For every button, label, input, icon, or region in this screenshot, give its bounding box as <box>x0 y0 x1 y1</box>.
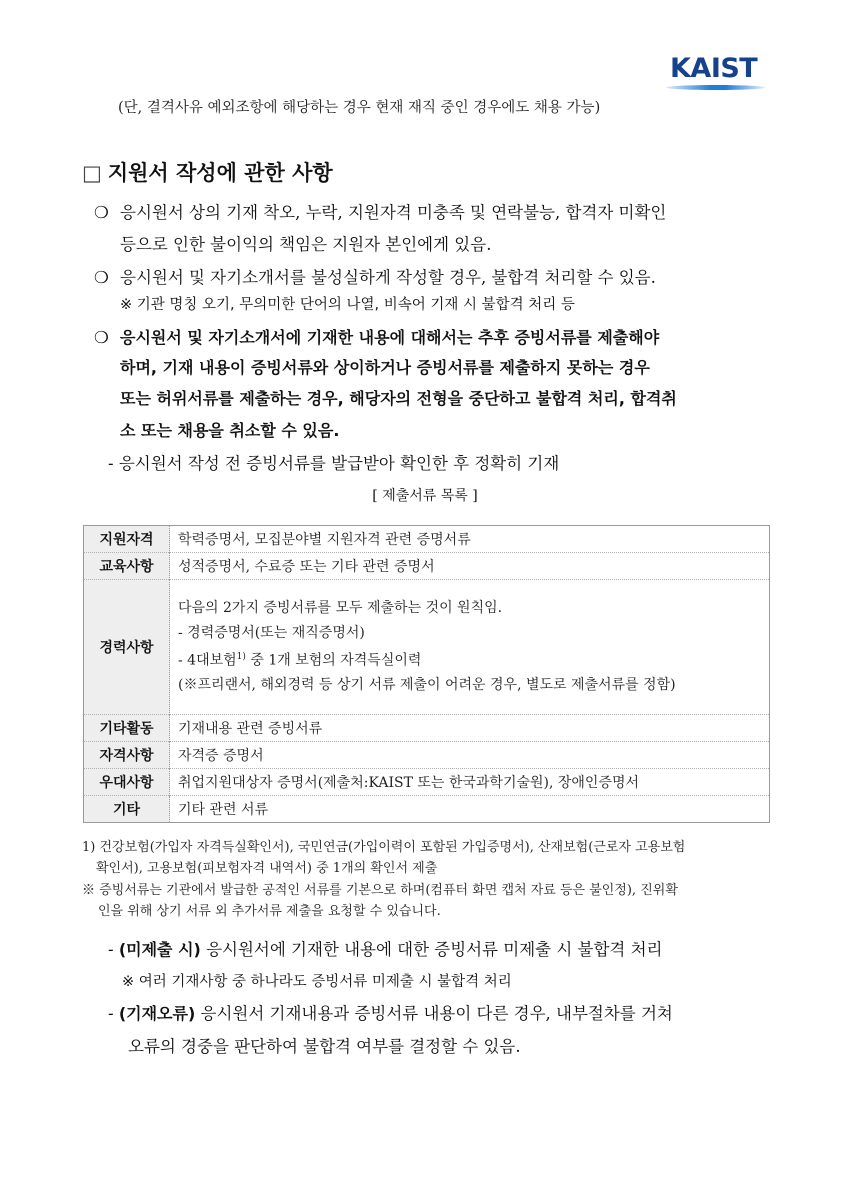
table-caption: [ 제출서류 목록 ] <box>372 488 478 504</box>
row-value: 기타 관련 서류 <box>170 796 770 823</box>
rule-missing-note: ※ 여러 기재사항 중 하나라도 증빙서류 미제출 시 불합격 처리 <box>122 974 512 990</box>
row-header: 교육사항 <box>84 553 170 580</box>
table-row <box>84 769 770 796</box>
row-header: 기타 <box>84 796 170 823</box>
rule-label: (미제출 시) <box>118 940 201 959</box>
row-value: 학력증명서, 모집분야별 지원자격 관련 증명서류 <box>178 532 471 548</box>
row-value: 성적증명서, 수료증 또는 기타 관련 증명서 <box>170 553 770 580</box>
bullet-3-dash: - 응시원서 작성 전 증빙서류를 발급받아 확인한 후 정확히 기재 <box>108 454 560 473</box>
bullet-3-line-4: 소 또는 채용을 취소할 수 있음. <box>120 421 340 440</box>
bullet-3-line-2: 하며, 기재 내용이 증빙서류와 상이하거나 증빙서류를 제출하지 못하는 경우 <box>120 358 650 377</box>
logo-swoosh-icon <box>666 85 766 90</box>
rule-entry-error-line-2: 오류의 경중을 판단하여 불합격 여부를 결정할 수 있음. <box>128 1037 521 1056</box>
row-value: 취업지원대상자 증명서(제출처:KAIST 또는 한국과학기술원), 장애인증명서 <box>170 769 770 796</box>
table-row <box>84 553 770 580</box>
bullet-3 <box>94 325 659 348</box>
footnote-note-line-2: 인을 위해 상기 서류 외 추가서류 제출을 요청할 수 있습니다. <box>98 904 441 919</box>
career-line-2: - 경력증명서(또는 재직증명서) <box>178 624 365 641</box>
logo-text: KAIST <box>670 53 758 84</box>
bullet-2 <box>94 264 656 288</box>
section-title <box>82 157 333 187</box>
bullet-1-line-2: 등으로 인한 불이익의 책임은 지원자 본인에게 있음. <box>120 235 492 254</box>
row-value <box>170 580 770 715</box>
row-header: 지원자격 <box>84 526 170 553</box>
table-row <box>84 796 770 823</box>
table-row <box>84 580 770 715</box>
row-value: 자격증 증명서 <box>170 742 770 769</box>
bullet-1-line-1: 응시원서 상의 기재 착오, 누락, 지원자격 미충족 및 연락불능, 합격자 미확인 <box>120 203 667 222</box>
footnote-1-line-1: 1) 건강보험(가입자 자격득실확인서), 국민연금(가입이력이 포함된 가입증명서), 산재보험(근로자 고용보험 <box>82 840 686 855</box>
checkbox-square-icon: □ <box>82 161 102 185</box>
rule-entry-error: - (기재오류) 응시원서 기재내용과 증빙서류 내용이 다른 경우, 내부절차를 거쳐 <box>108 1004 673 1023</box>
circle-bullet-icon: ❍ <box>94 203 109 222</box>
footnote-1-line-2: 확인서), 고용보험(피보험자격 내역서) 중 1개의 확인서 제출 <box>96 861 438 876</box>
career-line-4: (※프리랜서, 해외경력 등 상기 서류 제출이 어려운 경우, 별도로 제출서류를 정함) <box>178 677 676 694</box>
career-line-1: 다음의 2가지 증빙서류를 모두 제출하는 것이 원칙임. <box>178 600 503 617</box>
submission-documents-table <box>83 525 770 823</box>
circle-bullet-icon: ❍ <box>94 268 109 287</box>
table-row <box>84 715 770 742</box>
bullet-1 <box>94 199 666 223</box>
career-line-3: - 4대보험$^{1)}$ 중 1개 보험의 자격득실이력 <box>178 652 422 669</box>
rule-missing-submission: - (미제출 시) 응시원서에 기재한 내용에 대한 증빙서류 미제출 시 불합격 처리 <box>108 940 663 959</box>
row-header: 경력사항 <box>84 580 170 715</box>
footnote-ref: 1) <box>236 652 246 663</box>
row-header: 우대사항 <box>84 769 170 796</box>
circle-bullet-icon: ❍ <box>94 328 109 347</box>
table-row <box>84 742 770 769</box>
footnote-note-line-1: ※ 증빙서류는 기관에서 발급한 공적인 서류를 기본으로 하며(컴퓨터 화면 캡처 자료 등은 불인정), 진위확 <box>82 883 678 898</box>
kaist-logo <box>666 54 766 90</box>
bullet-3-line-1: 응시원서 및 자기소개서에 기재한 내용에 대해서는 추후 증빙서류를 제출해야 <box>120 328 660 347</box>
bullet-2-note: ※ 기관 명칭 오기, 무의미한 단어의 나열, 비속어 기재 시 불합격 처리 등 <box>120 297 575 313</box>
row-header: 기타활동 <box>84 715 170 742</box>
row-header: 자격사항 <box>84 742 170 769</box>
row-value: 기재내용 관련 증빙서류 <box>170 715 770 742</box>
top-note: (단, 결격사유 예외조항에 해당하는 경우 현재 재직 중인 경우에도 채용 가능) <box>118 100 601 116</box>
rule-label: (기재오류) <box>118 1004 196 1023</box>
section-title-text: 지원서 작성에 관한 사항 <box>107 161 333 185</box>
bullet-2-line-1: 응시원서 및 자기소개서를 불성실하게 작성할 경우, 불합격 처리할 수 있음. <box>120 268 656 287</box>
bullet-3-line-3: 또는 허위서류를 제출하는 경우, 해당자의 전형을 중단하고 불합격 처리, 합격취 <box>120 389 677 408</box>
table-row <box>84 526 770 553</box>
